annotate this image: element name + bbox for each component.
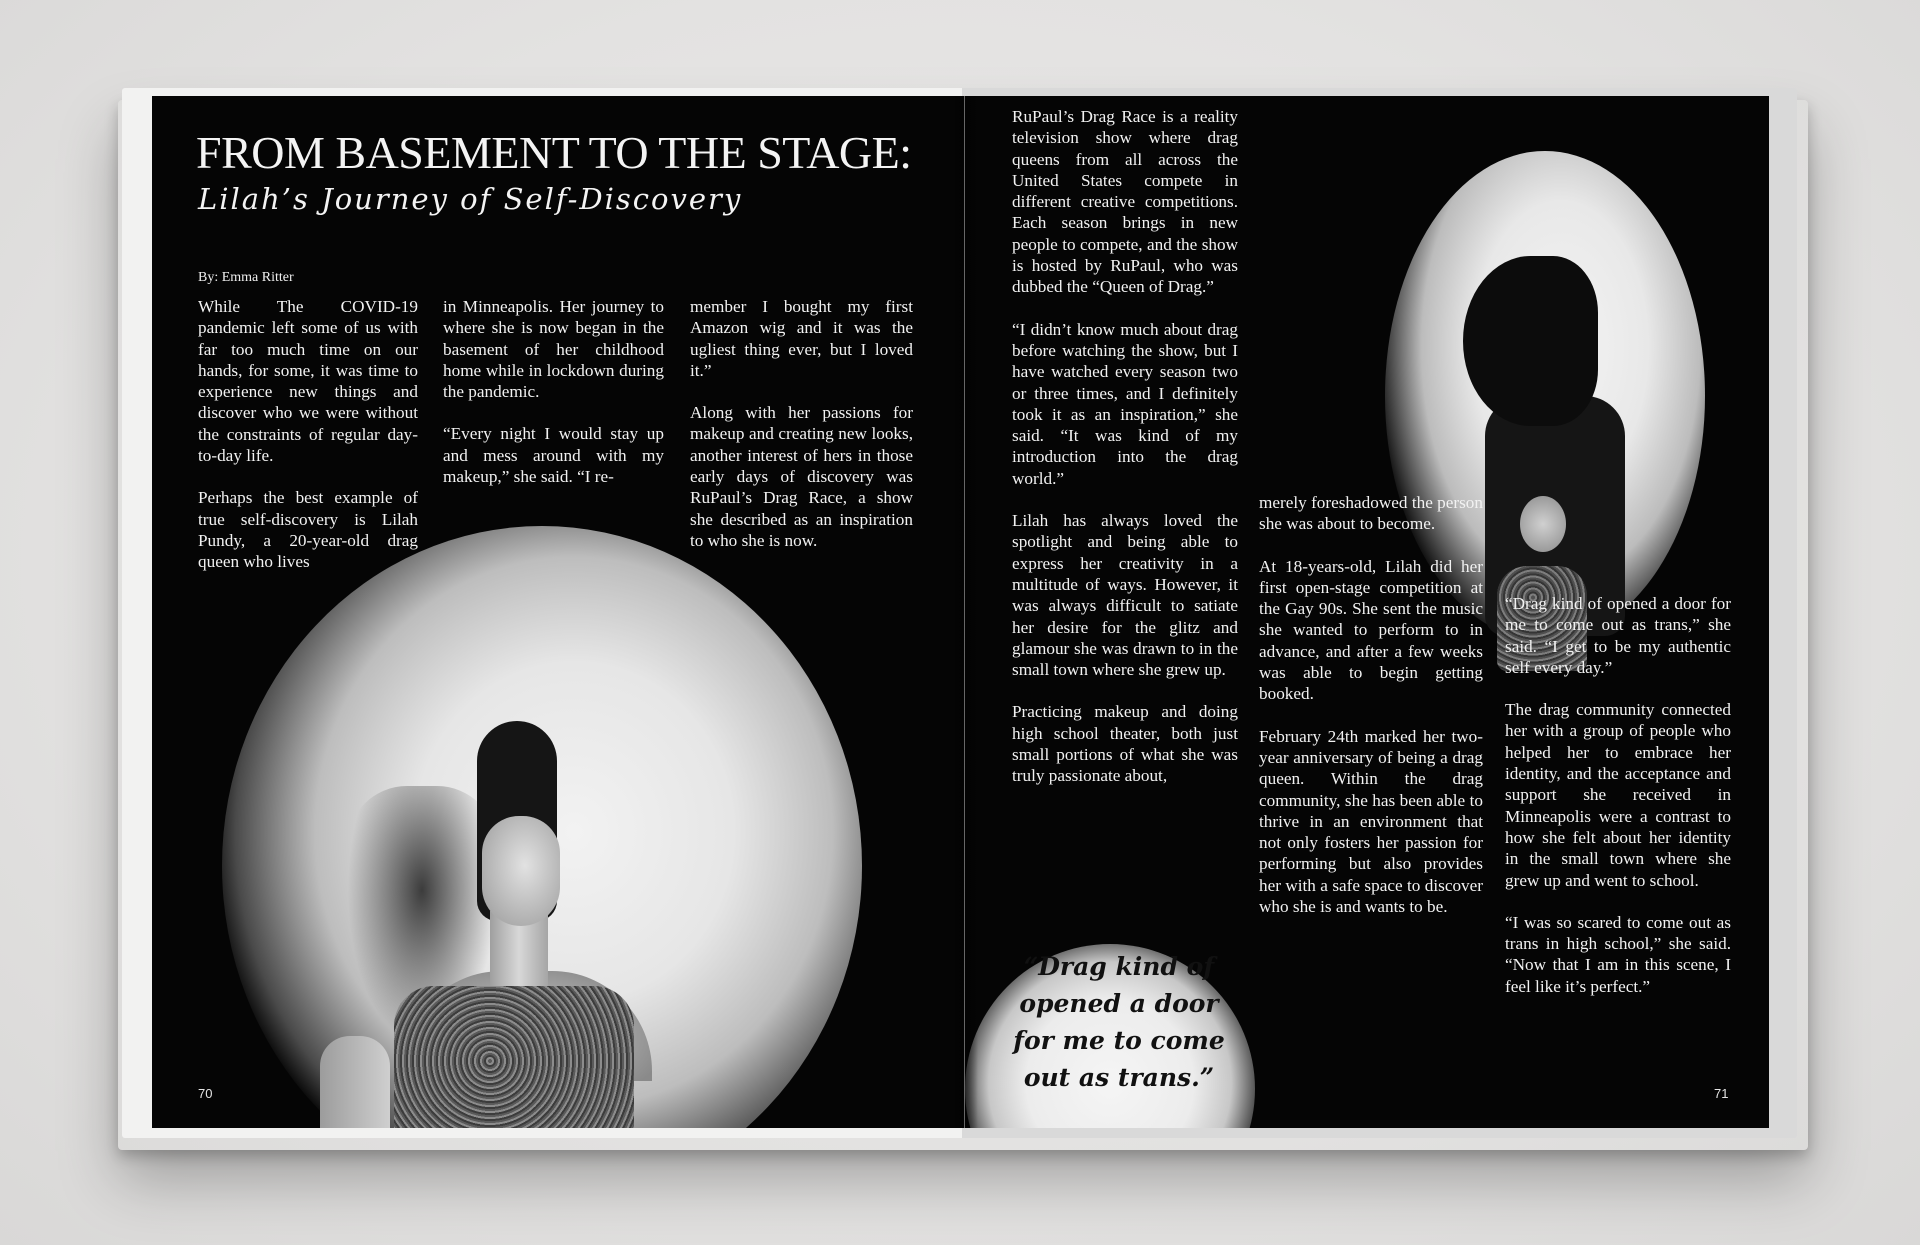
paragraph: in Minneapolis. Her journey to where she is now began in the basement of her childhood home while in lockdown during the pandemic. [443, 297, 664, 402]
text-column-1 [1012, 106, 1238, 808]
pull-quote: “Drag kind of opened a door for me to come out as trans.” [1013, 952, 1225, 1092]
text-column-2 [443, 296, 664, 508]
page-number: 70 [198, 1086, 213, 1101]
byline: By: Emma Ritter [198, 270, 294, 285]
photo-face [482, 816, 560, 926]
paragraph: “Every night I would stay up and mess around with my makeup,” she said. “I re- [443, 424, 664, 487]
paragraph: At 18-years-old, Lilah did her first open-stage competition at the Gay 90s. She sent the music she wanted to perform to in advance, and after a few weeks was able to begin getting booked. [1259, 556, 1483, 704]
paragraph: Perhaps the best example of true self-discovery is Lilah Pundy, a 20-year-old drag queen who lives [198, 488, 418, 572]
paragraph: Lilah has always loved the spotlight and being able to express her creativity in a multitude of ways. However, it was always difficult to satiate her desire for the glitz and glamour she was drawn to in the small town where she grew up. [1012, 511, 1238, 680]
photo-feather-headpiece [1463, 256, 1598, 426]
text-column-3 [690, 296, 913, 572]
paragraph: RuPaul’s Drag Race is a reality television show where drag queens from all across the United States compete in different creative competitions. Each season brings in new people to compete, and the show is hosted by RuPaul, who was dubbed the “Queen of Drag.” [1012, 107, 1238, 297]
page-number: 71 [1714, 1086, 1729, 1101]
text-column-3 [1505, 593, 1731, 1018]
paragraph: “I didn’t know much about drag before watching the show, but I have watched every season two or three times, and I definitely took it as an inspiration,” she said. “It was kind of my introduction into the drag world.” [1012, 319, 1238, 488]
paragraph: While The COVID-19 pandemic left some of us with far too much time on our hands, for some, it was time to experience new things and discover who we were without the constraints of regular day-to-day life. [198, 297, 418, 466]
paragraph: February 24th marked her two-year anniversary of being a drag queen. Within the drag community, she has been able to thrive in an environment that not only fosters her passion for performing but also provides her with a safe space to discover who she is and wants to be. [1259, 726, 1483, 917]
photo-sequin-dress [394, 986, 634, 1128]
article-title: FROM BASEMENT TO THE STAGE: [196, 127, 912, 178]
paragraph: “Drag kind of opened a door for me to come out as trans,” she said. “I get to be my authentic self every day.” [1505, 594, 1731, 677]
paragraph: The drag community connected her with a group of people who helped her to embrace her identity, and the acceptance and support she received in Minneapolis were a contrast to how she felt about her identity in the small town where she grew up and went to school. [1505, 700, 1731, 890]
photo-arm [320, 1036, 390, 1128]
paragraph: merely foreshadowed the person she was about to become. [1259, 493, 1483, 534]
text-column-1 [198, 296, 418, 594]
photo-face [1520, 496, 1566, 552]
paragraph: member I bought my first Amazon wig and it was the ugliest thing ever, but I loved it.” [690, 297, 913, 380]
article-subtitle: Lilah’s Journey of Self-Discovery [198, 182, 743, 216]
left-page [152, 96, 964, 1128]
paragraph: Practicing makeup and doing high school theater, both just small portions of what she was truly passionate about, [1012, 702, 1238, 786]
paragraph: Along with her passions for makeup and creating new looks, another interest of hers in those early days of discovery was RuPaul’s Drag Race, a show she described as an inspiration to who she is now. [690, 403, 913, 550]
paragraph: “I was so scared to come out as trans in high school,” she said. “Now that I am in this scene, I feel like it’s perfect.” [1505, 912, 1731, 996]
right-page [965, 96, 1769, 1128]
text-column-2 [1259, 492, 1483, 938]
